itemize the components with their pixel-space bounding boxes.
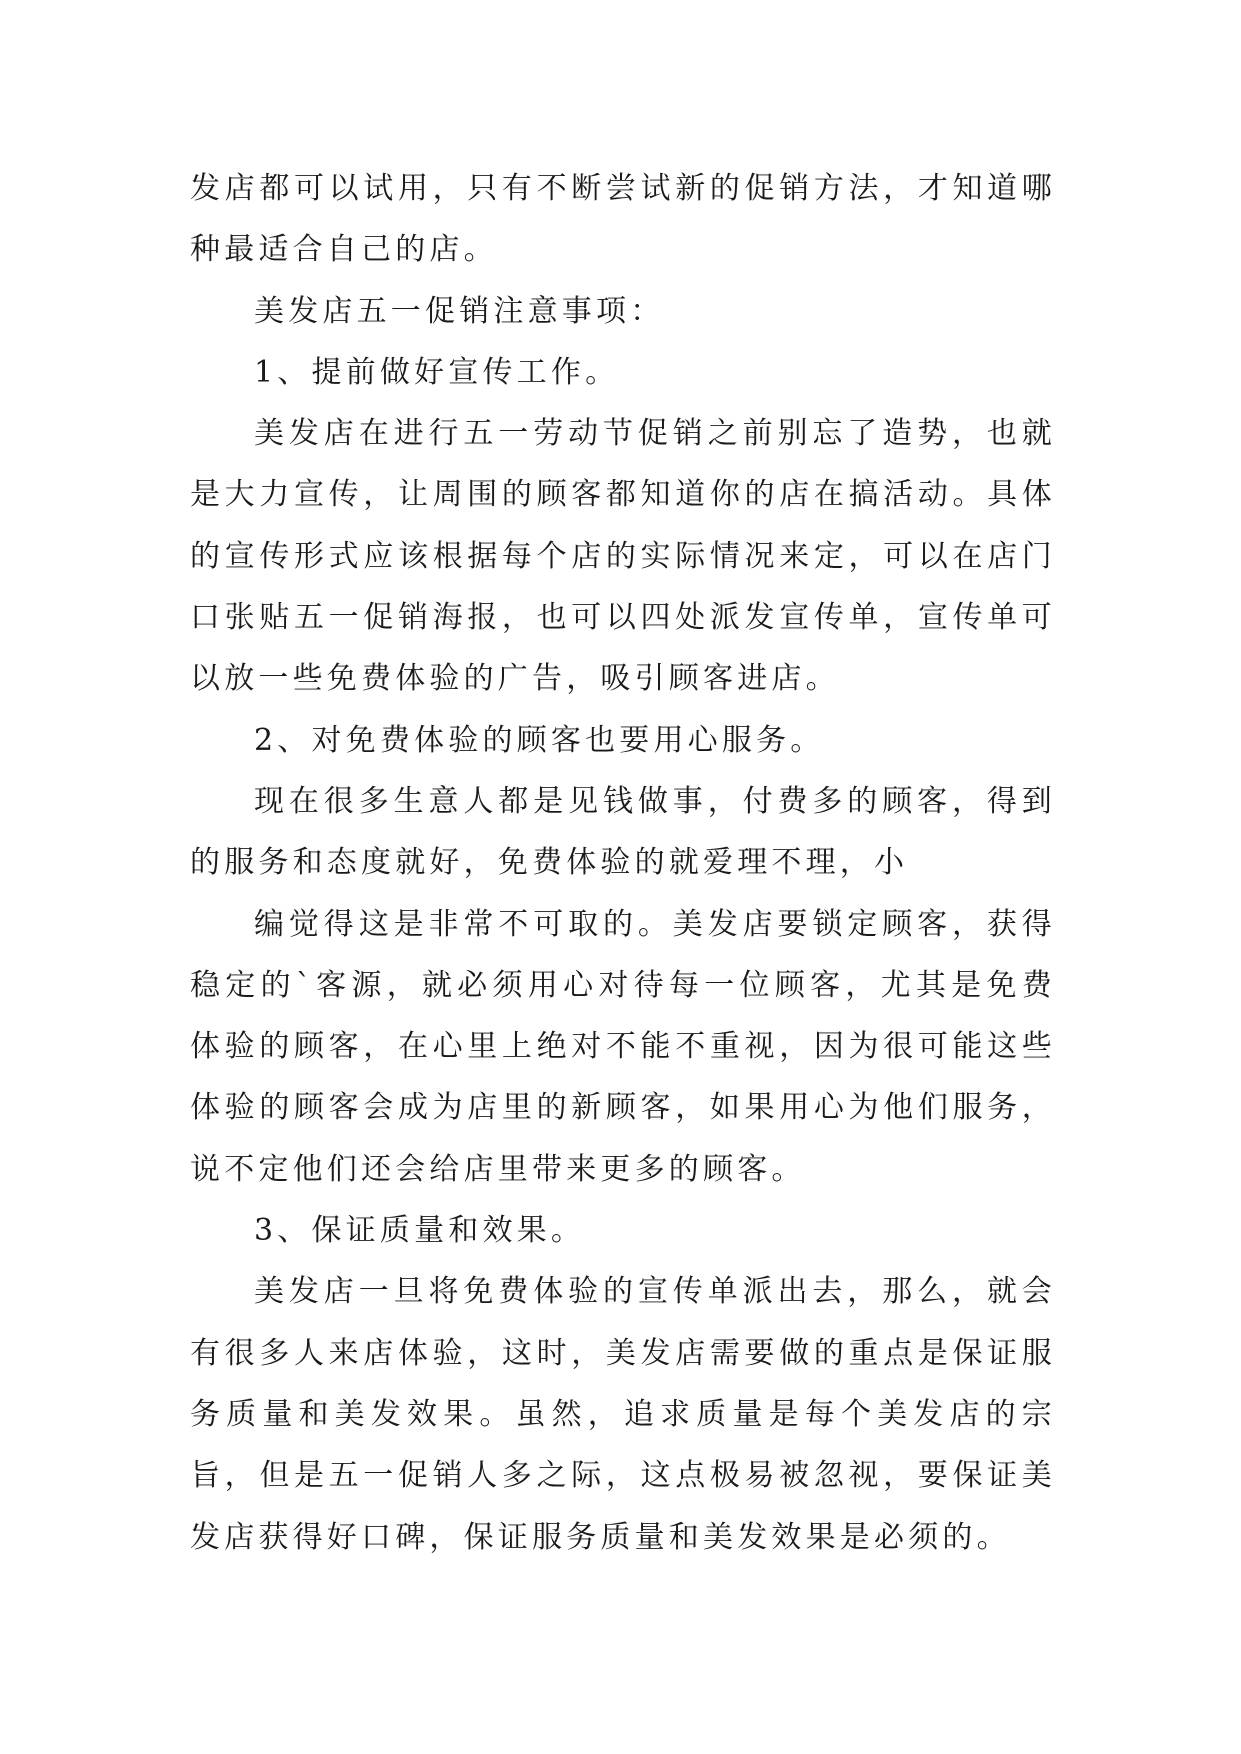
point-heading-3: 3、保证质量和效果。: [254, 1213, 586, 1249]
point-heading-1: 1、提前做好宣传工作。: [254, 354, 620, 390]
paragraph-promotion: 美发店在进行五一劳动节促销之前别忘了造势，也就是大力宣传，让周围的顾客都知道你的店在搞活动。具体的宣传形式应该根据每个店的实际情况来定，可以在店门口张贴五一促销海报，也可以四处派发宣传单，宣传单可以放一些免费体验的广告，吸引顾客进店。: [190, 416, 1056, 697]
paragraph-continuation: 发店都可以试用，只有不断尝试新的促销方法，才知道哪种最适合自己的店。: [190, 171, 1056, 268]
paragraph-service-a: 现在很多生意人都是见钱做事，付费多的顾客，得到的服务和态度就好，免费体验的就爱理不理，小: [190, 783, 1056, 881]
document-body: [190, 158, 1056, 1568]
point-heading-2: 2、对免费体验的顾客也要用心服务。: [254, 722, 825, 758]
section-heading-notes: 美发店五一促销注意事项：: [254, 293, 665, 329]
paragraph-service-b: 编觉得这是非常不可取的。美发店要锁定顾客，获得稳定的`客源，就必须用心对待每一位顾客，尤其是免费体验的顾客，在心里上绝对不能不重视，因为很可能这些体验的顾客会成为店里的新顾客，如果用心为他们服务，说不定他们还会给店里带来更多的顾客。: [190, 906, 1056, 1187]
paragraph-quality: 美发店一旦将免费体验的宣传单派出去，那么，就会有很多人来店体验，这时，美发店需要做的重点是保证服务质量和美发效果。虽然，追求质量是每个美发店的宗旨，但是五一促销人多之际，这点极易被忽视，要保证美发店获得好口碑，保证服务质量和美发效果是必须的。: [190, 1274, 1056, 1555]
